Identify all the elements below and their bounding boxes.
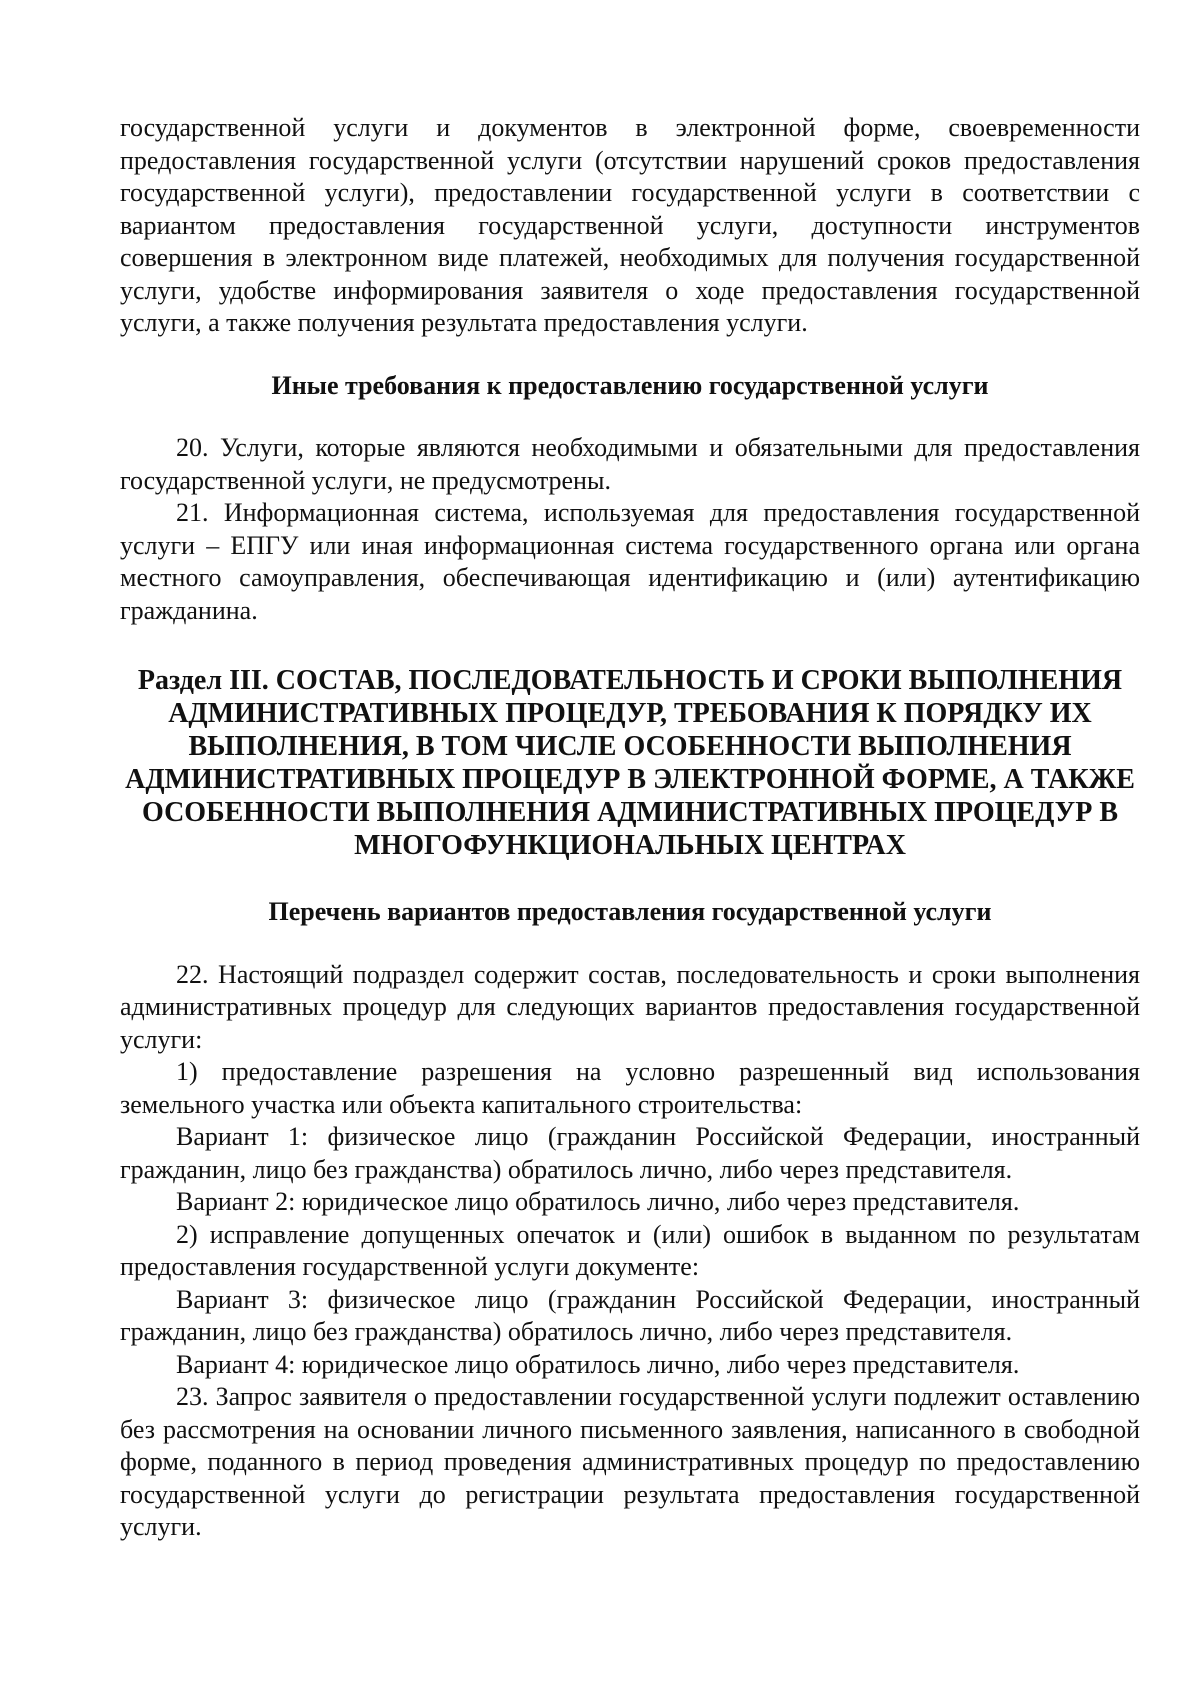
intro-paragraph: государственной услуги и документов в электронной форме, своевременности предоставления государственной услуги (отсутствии нарушений сроков предоставления государственной услуги), предоставлении государственной услуги в соответствии с вариантом предоставления государственной услуги, доступности инструментов совершения в электронном виде платежей, необходимых для получения государственной услуги, удобстве информирования заявителя о ходе предоставления государственной услуги, а также получения результата предоставления услуги. bbox=[120, 113, 1140, 337]
item-20: 20. Услуги, которые являются необходимыми и обязательными для предоставления государственной услуги, не предусмотрены. bbox=[120, 433, 1140, 495]
document-page bbox=[120, 112, 1140, 1544]
heading-variants-list: Перечень вариантов предоставления государственной услуги bbox=[268, 897, 992, 926]
item-22-1: 1) предоставление разрешения на условно разрешенный вид использования земельного участка или объекта капитального строительства: bbox=[120, 1057, 1140, 1119]
variant-4: Вариант 4: юридическое лицо обратилось лично, либо через представителя. bbox=[176, 1349, 1020, 1379]
section-3-heading: Раздел III. СОСТАВ, ПОСЛЕДОВАТЕЛЬНОСТЬ И СРОКИ ВЫПОЛНЕНИЯ АДМИНИСТРАТИВНЫХ ПРОЦЕДУР, ТРЕБОВАНИЯ К ПОРЯДКУ ИХ ВЫПОЛНЕНИЯ, В ТОМ ЧИСЛЕ ОСОБЕННОСТИ ВЫПОЛНЕНИЯ АДМИНИСТРАТИВНЫХ ПРОЦЕДУР В ЭЛЕКТРОННОЙ ФОРМЕ, А ТАКЖЕ ОСОБЕННОСТИ ВЫПОЛНЕНИЯ АДМИНИСТРАТИВНЫХ ПРОЦЕДУР В МНОГОФУНКЦИОНАЛЬНЫХ ЦЕНТРАХ bbox=[125, 665, 1135, 861]
item-23: 23. Запрос заявителя о предоставлении государственной услуги подлежит оставлению без рассмотрения на основании личного письменного заявления, написанного в свободной форме, поданного в период проведения административных процедур по предоставлению государственной услуги до регистрации результата предоставления государственной услуги. bbox=[120, 1382, 1140, 1541]
item-22: 22. Настоящий подраздел содержит состав, последовательность и сроки выполнения административных процедур для следующих вариантов предоставления государственной услуги: bbox=[120, 959, 1140, 1054]
item-22-2: 2) исправление допущенных опечаток и (или) ошибок в выданном по результатам предоставления государственной услуги документе: bbox=[120, 1219, 1140, 1281]
variant-1: Вариант 1: физическое лицо (гражданин Российской Федерации, иностранный гражданин, лицо без гражданства) обратилось лично, либо через представителя. bbox=[120, 1122, 1140, 1184]
heading-other-requirements: Иные требования к предоставлению государственной услуги bbox=[271, 370, 989, 400]
variant-3: Вариант 3: физическое лицо (гражданин Российской Федерации, иностранный гражданин, лицо без гражданства) обратилось лично, либо через представителя. bbox=[120, 1284, 1140, 1346]
item-21: 21. Информационная система, используемая для предоставления государственной услуги – ЕПГУ или иная информационная система государственного органа или органа местного самоуправления, обеспечивающая идентификацию и (или) аутентификацию гражданина. bbox=[120, 498, 1140, 625]
variant-2: Вариант 2: юридическое лицо обратилось лично, либо через представителя. bbox=[176, 1187, 1020, 1216]
